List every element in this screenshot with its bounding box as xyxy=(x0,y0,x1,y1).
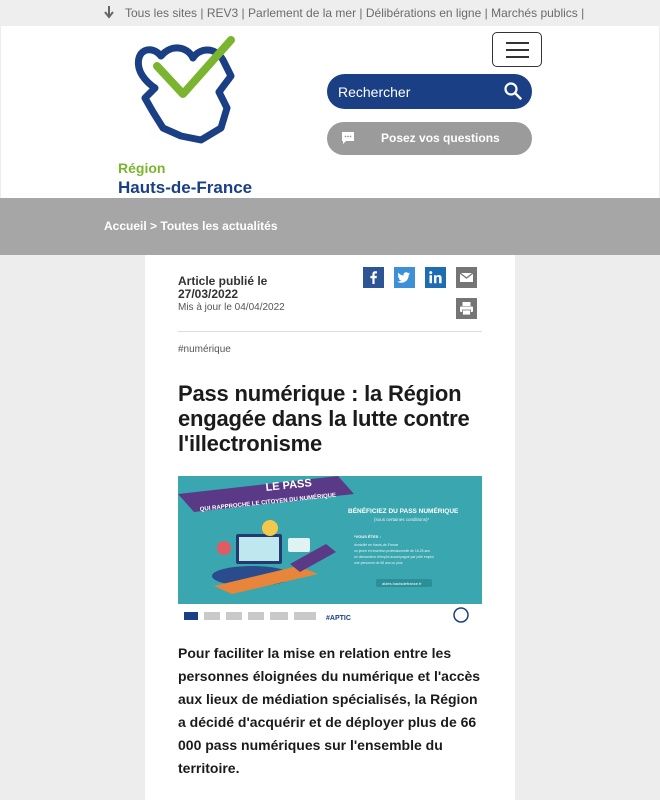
breadcrumb-home[interactable]: Accueil xyxy=(104,219,147,233)
logo-line-hauts-de-france: Hauts-de-France xyxy=(118,178,253,197)
share-facebook-button[interactable] xyxy=(363,267,384,288)
region-map-heart-icon xyxy=(133,36,248,151)
separator: | xyxy=(484,6,488,20)
share-email-button[interactable] xyxy=(456,267,477,288)
banner-who: *VOUS ÊTES : xyxy=(354,534,381,539)
banner-bullet: une personne de 65 ans ou plus xyxy=(354,561,403,565)
share-twitter-button[interactable] xyxy=(394,267,415,288)
banner-bullet: un jeune en insertion professionnelle de 16-25 ans xyxy=(354,549,430,553)
banner-bullet: un demandeur d'emploi accompagné par pôle emploi xyxy=(354,555,434,559)
hamburger-bar xyxy=(506,56,529,58)
separator: | xyxy=(241,6,245,20)
search-label: Rechercher xyxy=(338,84,411,100)
published-date: 27/03/2022 xyxy=(178,287,239,301)
article-card xyxy=(145,255,515,800)
breadcrumb-separator: > xyxy=(146,219,161,233)
top-links xyxy=(125,6,584,20)
hamburger-bar xyxy=(506,49,529,51)
arrow-down-icon[interactable] xyxy=(103,6,115,20)
linkedin-icon xyxy=(425,267,446,288)
region-logo[interactable] xyxy=(113,36,273,196)
ask-questions-label: Posez vos questions xyxy=(381,131,500,145)
banner-benefit: BÉNÉFICIEZ DU PASS NUMÉRIQUE xyxy=(348,508,459,515)
divider xyxy=(178,331,482,332)
hamburger-bar xyxy=(506,42,529,44)
published-label: Article publié le xyxy=(178,274,268,288)
breadcrumb-band xyxy=(0,198,660,255)
link-marches-publics[interactable]: Marchés publics xyxy=(491,6,578,20)
link-rev3[interactable]: REV3 xyxy=(206,6,239,20)
print-button[interactable] xyxy=(456,298,477,319)
tag-numerique[interactable]: #numérique xyxy=(178,344,231,355)
article-body: Pour faciliter la mise en relation entre les personnes éloignées du numérique et l'accès aux lieux de médiation spécialisés, la Région a décidé d'acquérir et de déployer plus de 66 000 pass numériques sur l'ensemble du territoire. xyxy=(178,645,481,776)
breadcrumb xyxy=(104,219,278,233)
banner-bullet: domicilié en Hauts-de-France xyxy=(354,543,399,547)
menu-button[interactable] xyxy=(492,32,542,67)
share-linkedin-button[interactable] xyxy=(425,267,446,288)
breadcrumb-current[interactable]: Toutes les actualités xyxy=(160,219,278,233)
banner-url: aides.hautsdefrance.fr xyxy=(382,581,422,586)
link-deliberations[interactable]: Délibérations en ligne xyxy=(365,6,482,20)
published-info xyxy=(178,275,267,301)
search-icon xyxy=(504,82,522,100)
chat-bubble-icon xyxy=(341,131,355,145)
pass-numerique-banner xyxy=(178,476,482,629)
separator: | xyxy=(359,6,363,20)
ask-questions-button[interactable] xyxy=(327,122,532,155)
top-utility-bar xyxy=(0,0,660,26)
logo-line-region: Région xyxy=(118,160,166,176)
banner-subheading: QUI RAPPROCHE LE CITOYEN DU NUMÉRIQUE xyxy=(199,492,337,513)
facebook-icon xyxy=(363,267,384,288)
banner-heading: LE PASS xyxy=(265,477,313,494)
site-header xyxy=(1,26,659,198)
link-parlement-mer[interactable]: Parlement de la mer xyxy=(248,6,357,20)
search-button[interactable] xyxy=(327,74,532,109)
banner-conditions: (sous certaines conditions)* xyxy=(374,517,430,522)
twitter-icon xyxy=(394,267,415,288)
banner-aptic: #APTIC xyxy=(326,615,351,622)
updated-date: Mis à jour le 04/04/2022 xyxy=(178,302,285,313)
email-icon xyxy=(456,267,477,288)
article-title: Pass numérique : la Région engagée dans la lutte contre l'illectronisme xyxy=(178,381,470,456)
separator: | xyxy=(200,6,204,20)
link-all-sites[interactable]: Tous les sites xyxy=(125,6,198,20)
separator: | xyxy=(581,6,585,20)
print-icon xyxy=(456,298,477,319)
